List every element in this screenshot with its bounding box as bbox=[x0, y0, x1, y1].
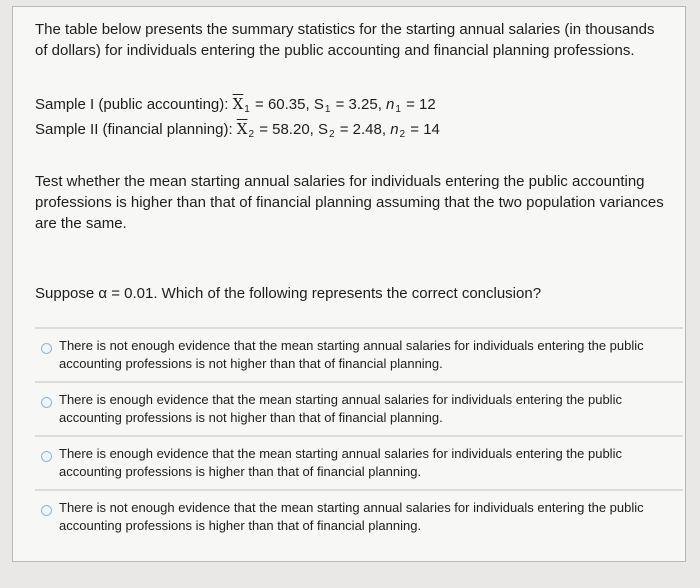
sample-1-sd: = 3.25, bbox=[331, 96, 387, 113]
answer-option-3[interactable] bbox=[35, 435, 683, 489]
answer-options bbox=[35, 327, 683, 543]
sample-1-n: n bbox=[386, 96, 395, 113]
question-prompt: Suppose α = 0.01. Which of the following represents the correct conclusion? bbox=[35, 285, 542, 302]
question-card bbox=[12, 6, 686, 562]
sample-2-sd: = 2.48, bbox=[335, 121, 391, 138]
sample-2-mean: = 58.20, bbox=[255, 121, 318, 138]
sample-1-n-subscript: 1 bbox=[395, 104, 401, 115]
problem-intro: The table below presents the summary statistics for the starting annual salaries (in thousands of dollars) for individuals entering the public accounting and financial planning professions. bbox=[35, 21, 655, 59]
sample-2-xbar-subscript: 2 bbox=[248, 129, 255, 140]
sample-1-size: = 12 bbox=[401, 96, 436, 113]
sample-1-s-subscript: 1 bbox=[324, 104, 331, 115]
radio-button-icon[interactable] bbox=[41, 505, 52, 516]
answer-option-1[interactable] bbox=[35, 327, 683, 381]
sample-2-n: n bbox=[390, 121, 399, 138]
radio-button-icon[interactable] bbox=[41, 451, 52, 462]
answer-option-text: There is enough evidence that the mean starting annual salaries for individuals entering the public accounting professions is higher than that of financial planning. bbox=[59, 446, 622, 479]
radio-button-icon[interactable] bbox=[41, 397, 52, 408]
answer-option-2[interactable] bbox=[35, 381, 683, 435]
sample-1-label: Sample I (public accounting): bbox=[35, 96, 233, 113]
sample-statistics bbox=[35, 93, 669, 143]
test-instructions: Test whether the mean starting annual salaries for individuals entering the public accounting professions is higher than that of financial planning assuming that the two population variances are the same. bbox=[35, 173, 664, 232]
answer-option-text: There is not enough evidence that the mean starting annual salaries for individuals entering the public accounting professions is not higher than that of financial planning. bbox=[59, 338, 644, 371]
sample-1-xbar: $\overline{X}$ bbox=[232, 95, 244, 113]
radio-button-icon[interactable] bbox=[41, 343, 52, 354]
sample-1-s: S bbox=[313, 96, 324, 113]
answer-option-text: There is enough evidence that the mean starting annual salaries for individuals entering the public accounting professions is not higher than that of financial planning. bbox=[59, 392, 622, 425]
answer-option-text: There is not enough evidence that the mean starting annual salaries for individuals entering the public accounting professions is higher than that of financial planning. bbox=[59, 500, 644, 533]
sample-2-label: Sample II (financial planning): bbox=[35, 121, 237, 138]
sample-2-xbar: $\overline{X}$ bbox=[236, 120, 248, 138]
answer-option-4[interactable] bbox=[35, 489, 683, 543]
sample-2-size: = 14 bbox=[406, 121, 440, 138]
sample-2-s-subscript: 2 bbox=[329, 129, 335, 140]
sample-1-line bbox=[35, 93, 669, 118]
sample-1-xbar-subscript: 1 bbox=[244, 104, 250, 115]
sample-2-line bbox=[35, 118, 669, 143]
sample-1-mean: = 60.35, bbox=[250, 96, 314, 113]
sample-2-n-subscript: 2 bbox=[399, 129, 406, 140]
sample-2-s: S bbox=[318, 121, 329, 138]
